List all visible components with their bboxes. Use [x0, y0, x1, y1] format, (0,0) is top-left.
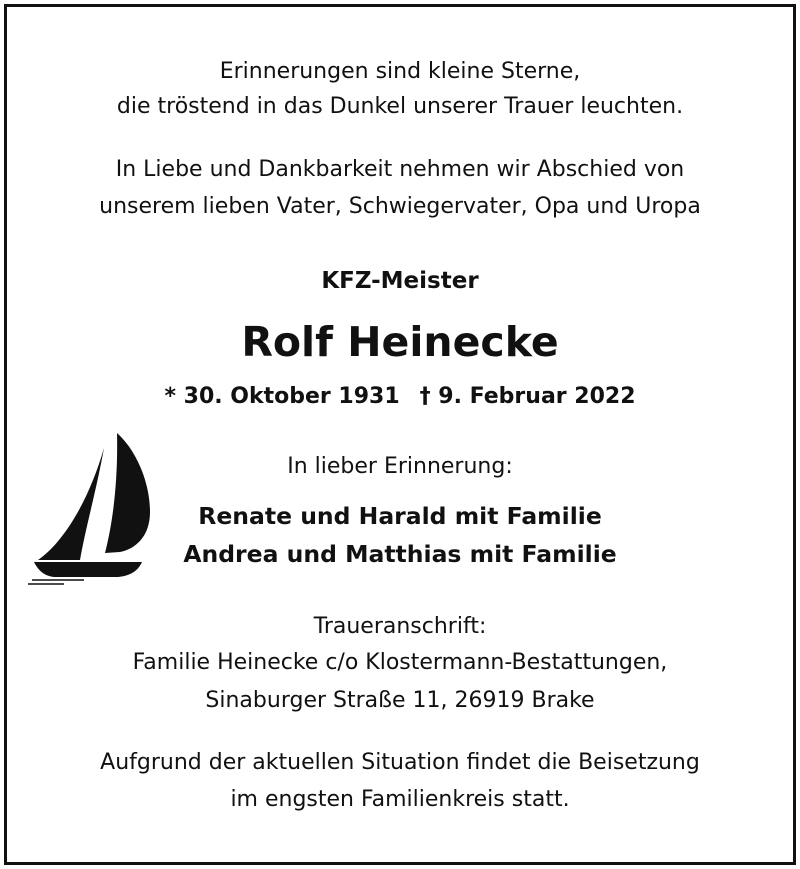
- mourners-line-1: Renate und Harald mit Familie: [198, 502, 602, 530]
- notice-line-1: Aufgrund der aktuellen Situation findet die Beisetzung: [100, 750, 700, 775]
- mourners-line-2: Andrea und Matthias mit Familie: [183, 540, 617, 568]
- birth-date: * 30. Oktober 1931: [164, 384, 400, 409]
- address-line-2: Sinaburger Straße 11, 26919 Brake: [205, 688, 595, 713]
- death-date: † 9. Februar 2022: [419, 384, 636, 409]
- poem-line-1: Erinnerungen sind kleine Sterne,: [219, 59, 581, 84]
- intro-line-2: unserem lieben Vater, Schwiegervater, Opa und Uropa: [99, 194, 701, 219]
- notice-line-2: im engsten Familienkreis statt.: [230, 787, 570, 812]
- mourners-heading: In lieber Erinnerung:: [287, 454, 513, 479]
- address-line-1: Familie Heinecke c/o Klostermann-Bestattungen,: [132, 650, 668, 675]
- poem-line-2: die tröstend in das Dunkel unserer Trauer leuchten.: [116, 94, 684, 119]
- life-dates: [0, 386, 800, 408]
- intro-line-1: In Liebe und Dankbarkeit nehmen wir Abschied von: [115, 157, 685, 182]
- address-heading: Traueranschrift:: [313, 614, 487, 639]
- deceased-name: Rolf Heinecke: [241, 318, 559, 366]
- deceased-title: KFZ-Meister: [321, 268, 479, 294]
